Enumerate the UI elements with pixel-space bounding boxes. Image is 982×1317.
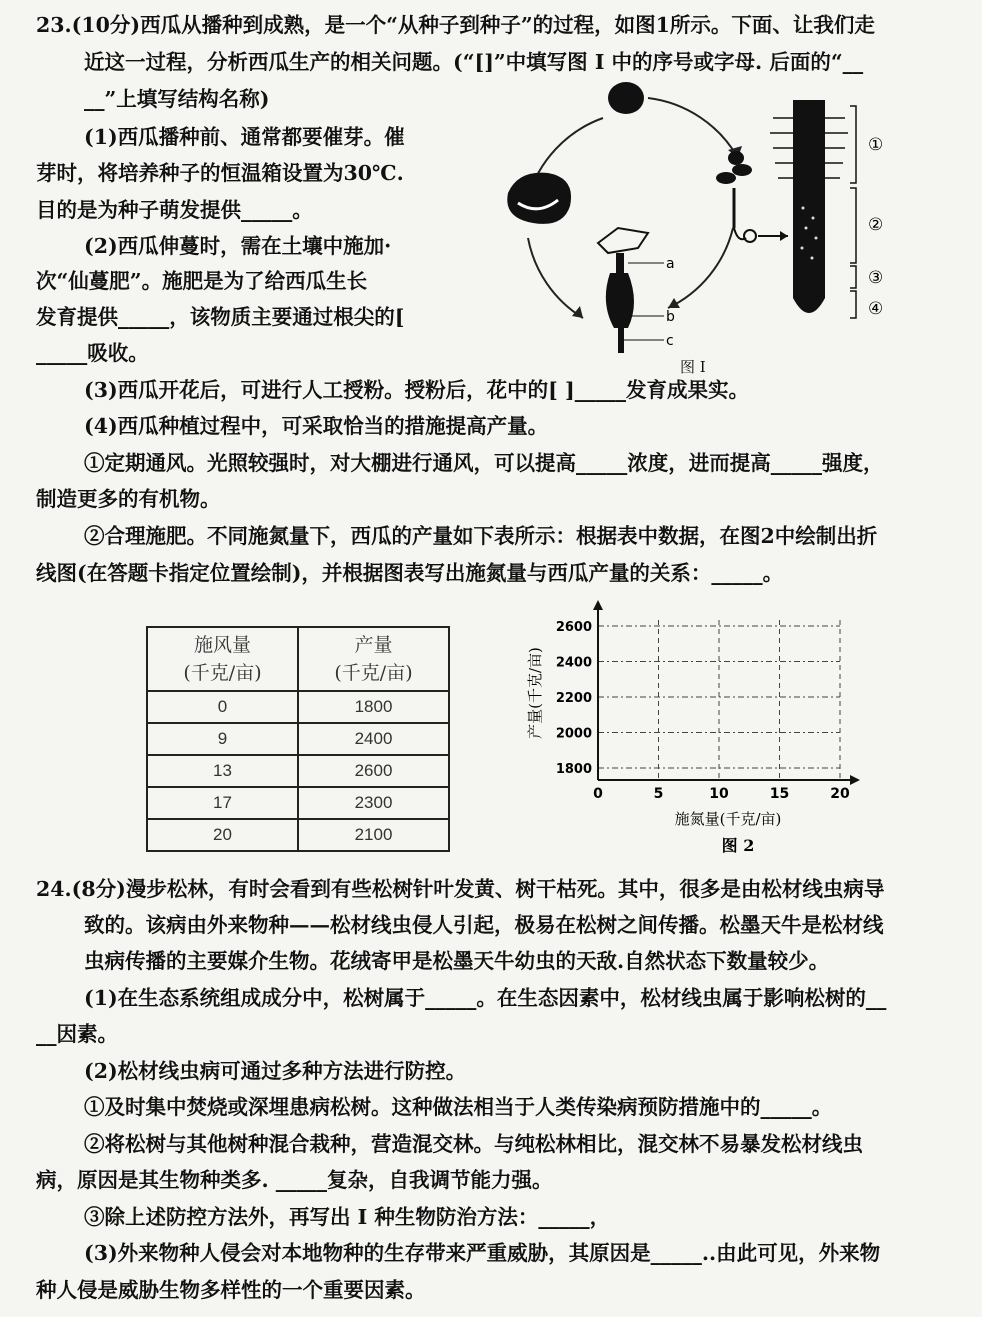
y-tick-label: 1800 bbox=[555, 762, 592, 777]
watermelon-icon bbox=[507, 173, 571, 224]
y-tick-label: 2600 bbox=[555, 620, 592, 635]
nitrogen-yield-table bbox=[146, 626, 450, 852]
q24-line-10: ③除上述防控方法外，再写出 I 种生物防治方法：_____， bbox=[84, 1205, 611, 1229]
figure-2-chart bbox=[518, 598, 863, 860]
table-row: 20 2100 bbox=[147, 819, 449, 851]
table-row: 17 2300 bbox=[147, 787, 449, 819]
cycle-arrow-4 bbox=[668, 228, 733, 308]
q23-line-13: ①定期通风。光照较强时，对大棚进行通风，可以提高_____浓度，进而提高_____强度， bbox=[84, 451, 884, 475]
q23-line-15: ②合理施肥。不同施氮量下，西瓜的产量如下表所示：根据表中数据，在图2中绘制出折 bbox=[84, 524, 878, 548]
label-c: c bbox=[666, 333, 674, 349]
figure-1-lifecycle-diagram bbox=[488, 78, 908, 378]
q24-line-5: __因素。 bbox=[36, 1022, 118, 1046]
q24-line-9: 病，原因是其生物种类多. _____复杂，自我调节能力强。 bbox=[36, 1168, 553, 1192]
label-zone-2: ② bbox=[868, 215, 884, 235]
seedling-icon bbox=[716, 151, 788, 242]
q23-line-7: (2)西瓜伸蔓时，需在土壤中施加· bbox=[84, 234, 392, 258]
label-a: a bbox=[666, 256, 675, 272]
x-axis-label: 施氮量(千克/亩) bbox=[674, 810, 782, 828]
x-tick-label: 10 bbox=[709, 786, 729, 802]
y-axis-label: 产量(千克/亩) bbox=[526, 647, 544, 739]
y-tick-label: 2400 bbox=[555, 655, 592, 671]
q23-line-6: 目的是为种子萌发提供_____。 bbox=[36, 198, 313, 222]
x-tick-label: 0 bbox=[593, 786, 603, 802]
q23-line-8: 次“仙蔓肥”。施肥是为了给西瓜生长 bbox=[36, 269, 368, 293]
q23-line-2: 近这一过程，分析西瓜生产的相关问题。(“[]”中填写图 I 中的序号或字母. 后面的“__ bbox=[84, 50, 864, 74]
x-tick-label: 15 bbox=[769, 786, 790, 802]
q23-line-1: 23.(10分)西瓜从播种到成熟，是一个“从种子到种子”的过程，如图1所示。下面、让我们走 bbox=[36, 13, 875, 37]
q24-line-8: ②将松树与其他树种混合栽种，营造混交林。与纯松林相比，混交林不易暴发松材线虫 bbox=[84, 1132, 863, 1156]
figure-2-caption: 图 2 bbox=[721, 836, 755, 855]
label-zone-1: ① bbox=[868, 135, 884, 155]
table-header-yield: 产量 (千克/亩) bbox=[298, 627, 449, 691]
q24-line-4: (1)在生态系统组成成分中，松树属于_____。在生态因素中，松材线虫属于影响松树的__ bbox=[84, 986, 887, 1010]
flower-icon bbox=[598, 228, 664, 353]
cycle-arrow-3 bbox=[528, 238, 583, 318]
table-header-nitrogen: 施风量 (千克/亩) bbox=[147, 627, 298, 691]
q24-line-7: ①及时集中焚烧或深埋患病松树。这种做法相当于人类传染病预防措施中的_____。 bbox=[84, 1095, 833, 1119]
table-row: 0 1800 bbox=[147, 691, 449, 723]
label-b: b bbox=[666, 309, 675, 325]
q23-line-3: __”上填写结构名称) bbox=[84, 87, 270, 111]
q23-line-9: 发育提供_____，该物质主要通过根尖的[ bbox=[36, 305, 405, 329]
q24-line-6: (2)松材线虫病可通过多种方法进行防控。 bbox=[84, 1059, 467, 1083]
root-tip-icon bbox=[770, 100, 848, 313]
q24-line-12: 种人侵是威胁生物多样性的一个重要因素。 bbox=[36, 1278, 426, 1302]
table-row: 9 2400 bbox=[147, 723, 449, 755]
q23-line-11: (3)西瓜开花后，可进行人工授粉。授粉后，花中的[ ]_____发育成果实。 bbox=[84, 378, 749, 402]
q23-line-4: (1)西瓜播种前、通常都要催芽。催 bbox=[84, 125, 405, 149]
label-zone-3: ③ bbox=[868, 268, 884, 288]
q24-line-11: (3)外来物种人侵会对本地物种的生存带来严重威胁，其原因是_____..由此可见，外来物 bbox=[84, 1241, 881, 1265]
q23-line-12: (4)西瓜种植过程中，可采取恰当的措施提高产量。 bbox=[84, 414, 549, 438]
q23-line-10: _____吸收。 bbox=[36, 341, 149, 365]
x-tick-label: 5 bbox=[653, 786, 664, 802]
q24-line-2: 致的。该病由外来物种——松材线虫侵人引起，极易在松树之间传播。松墨天牛是松材线 bbox=[84, 913, 884, 937]
cycle-arrow-2 bbox=[648, 98, 738, 158]
q23-line-14: 制造更多的有机物。 bbox=[36, 487, 221, 511]
table-header-row bbox=[147, 627, 449, 691]
y-tick-label: 2000 bbox=[555, 726, 592, 742]
figure-1-caption: 图 I bbox=[680, 358, 706, 376]
chart-ticks bbox=[556, 620, 850, 802]
q23-line-5: 芽时，将培养种子的恒温箱设置为30℃. bbox=[36, 161, 404, 185]
q24-line-3: 虫病传播的主要媒介生物。花绒寄甲是松墨天牛幼虫的天敌.自然状态下数量较少。 bbox=[84, 949, 830, 973]
y-tick-label: 2200 bbox=[555, 691, 592, 706]
chart-grid bbox=[598, 620, 840, 780]
q23-line-16: 线图(在答题卡指定位置绘制)，并根据图表写出施氮量与西瓜产量的关系：_____。 bbox=[36, 561, 784, 585]
label-zone-4: ④ bbox=[868, 299, 884, 319]
q24-line-1: 24.(8分)漫步松林，有时会看到有些松树针叶发黄、树干枯死。其中，很多是由松材线虫病导 bbox=[36, 877, 885, 901]
seed-icon bbox=[608, 82, 644, 114]
table-row: 13 2600 bbox=[147, 755, 449, 787]
x-tick-label: 20 bbox=[830, 786, 850, 802]
